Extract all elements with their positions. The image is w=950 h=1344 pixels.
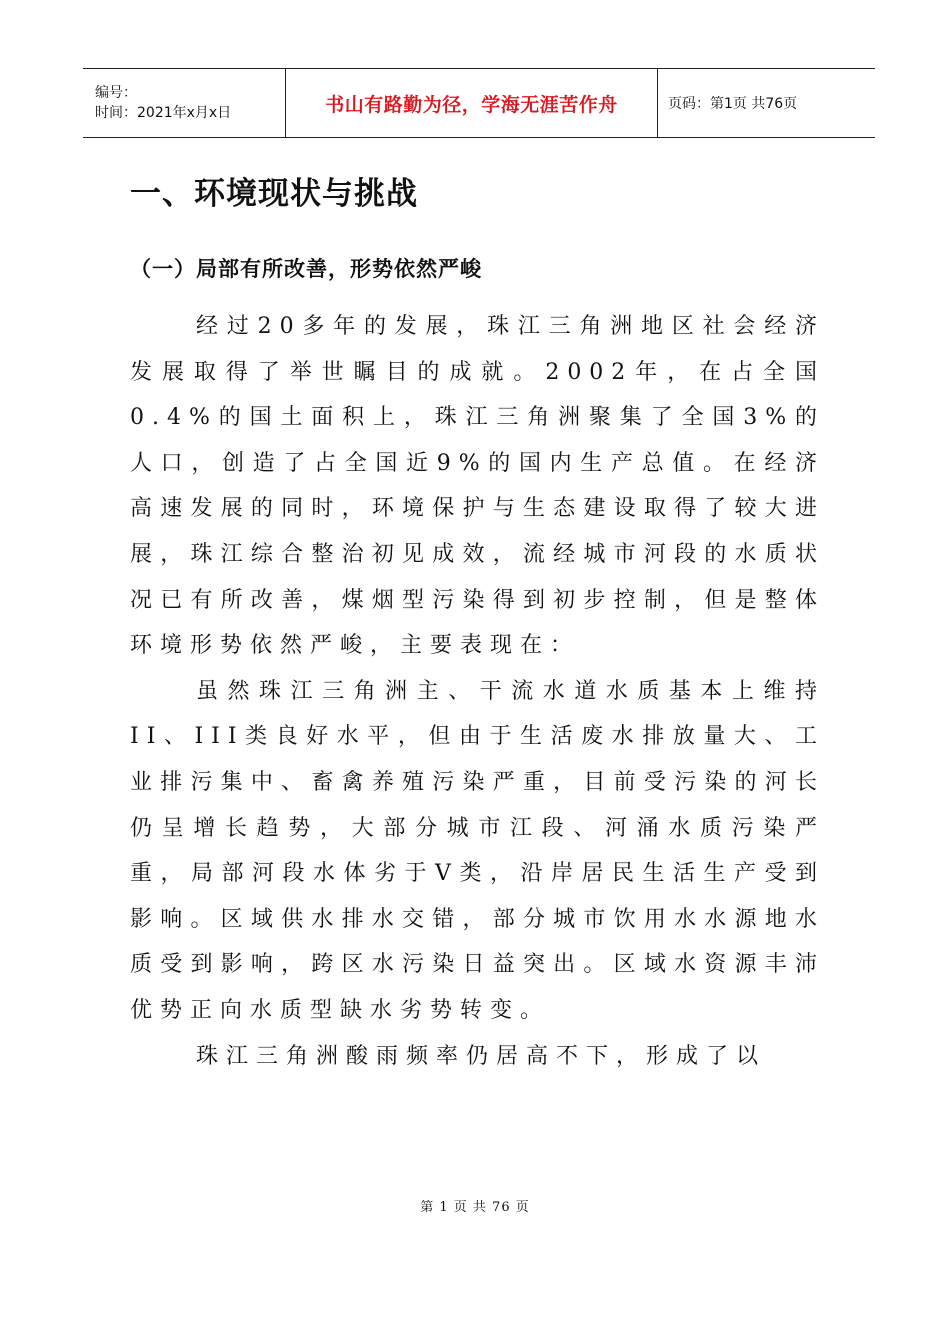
time-label: 时间：2021年x月x日 <box>95 105 232 121</box>
paragraph: 虽然珠江三角洲主、干流水道水质基本上维持II、III类良好水平，但由于生活废水排放量大、工业排污集中、畜禽养殖污染严重，目前受污染的河长仍呈增长趋势，大部分城市江段、河涌水质污染严重，局部河段水体劣于V类，沿岸居民生活生产受到影响。区域供水排水交错，部分城市饮用水水源地水质受到影响，跨区水污染日益突出。区域水资源丰沛优势正向水质型缺水劣势转变。 <box>130 678 825 1023</box>
page-header <box>83 68 875 138</box>
section-heading: （一）局部有所改善，形势依然严峻 <box>130 256 482 281</box>
header-motto <box>286 69 658 137</box>
paragraph: 珠江三角洲酸雨频率仍居高不下，形成了以 <box>196 1043 767 1069</box>
header-page-info <box>658 69 875 137</box>
document-body <box>130 304 825 1079</box>
motto-text: 书山有路勤为径，学海无涯苦作舟 <box>325 93 618 116</box>
page-footer: 第 1 页 共 76 页 <box>420 1200 530 1215</box>
document-title: 一、环境现状与挑战 <box>130 176 418 212</box>
page-info-text: 页码：第1页 共76页 <box>668 96 798 112</box>
header-meta <box>83 69 286 137</box>
paragraph: 经过20多年的发展，珠江三角洲地区社会经济发展取得了举世瞩目的成就。2002年，在占全国0.4%的国土面积上，珠江三角洲聚集了全国3%的人口，创造了占全国近9%的国内生产总值。在经济高速发展的同时，环境保护与生态建设取得了较大进展，珠江综合整治初见成效，流经城市河段的水质状况已有所改善，煤烟型污染得到初步控制，但是整体环境形势依然严峻，主要表现在： <box>130 314 825 659</box>
serial-label: 编号： <box>95 85 137 101</box>
